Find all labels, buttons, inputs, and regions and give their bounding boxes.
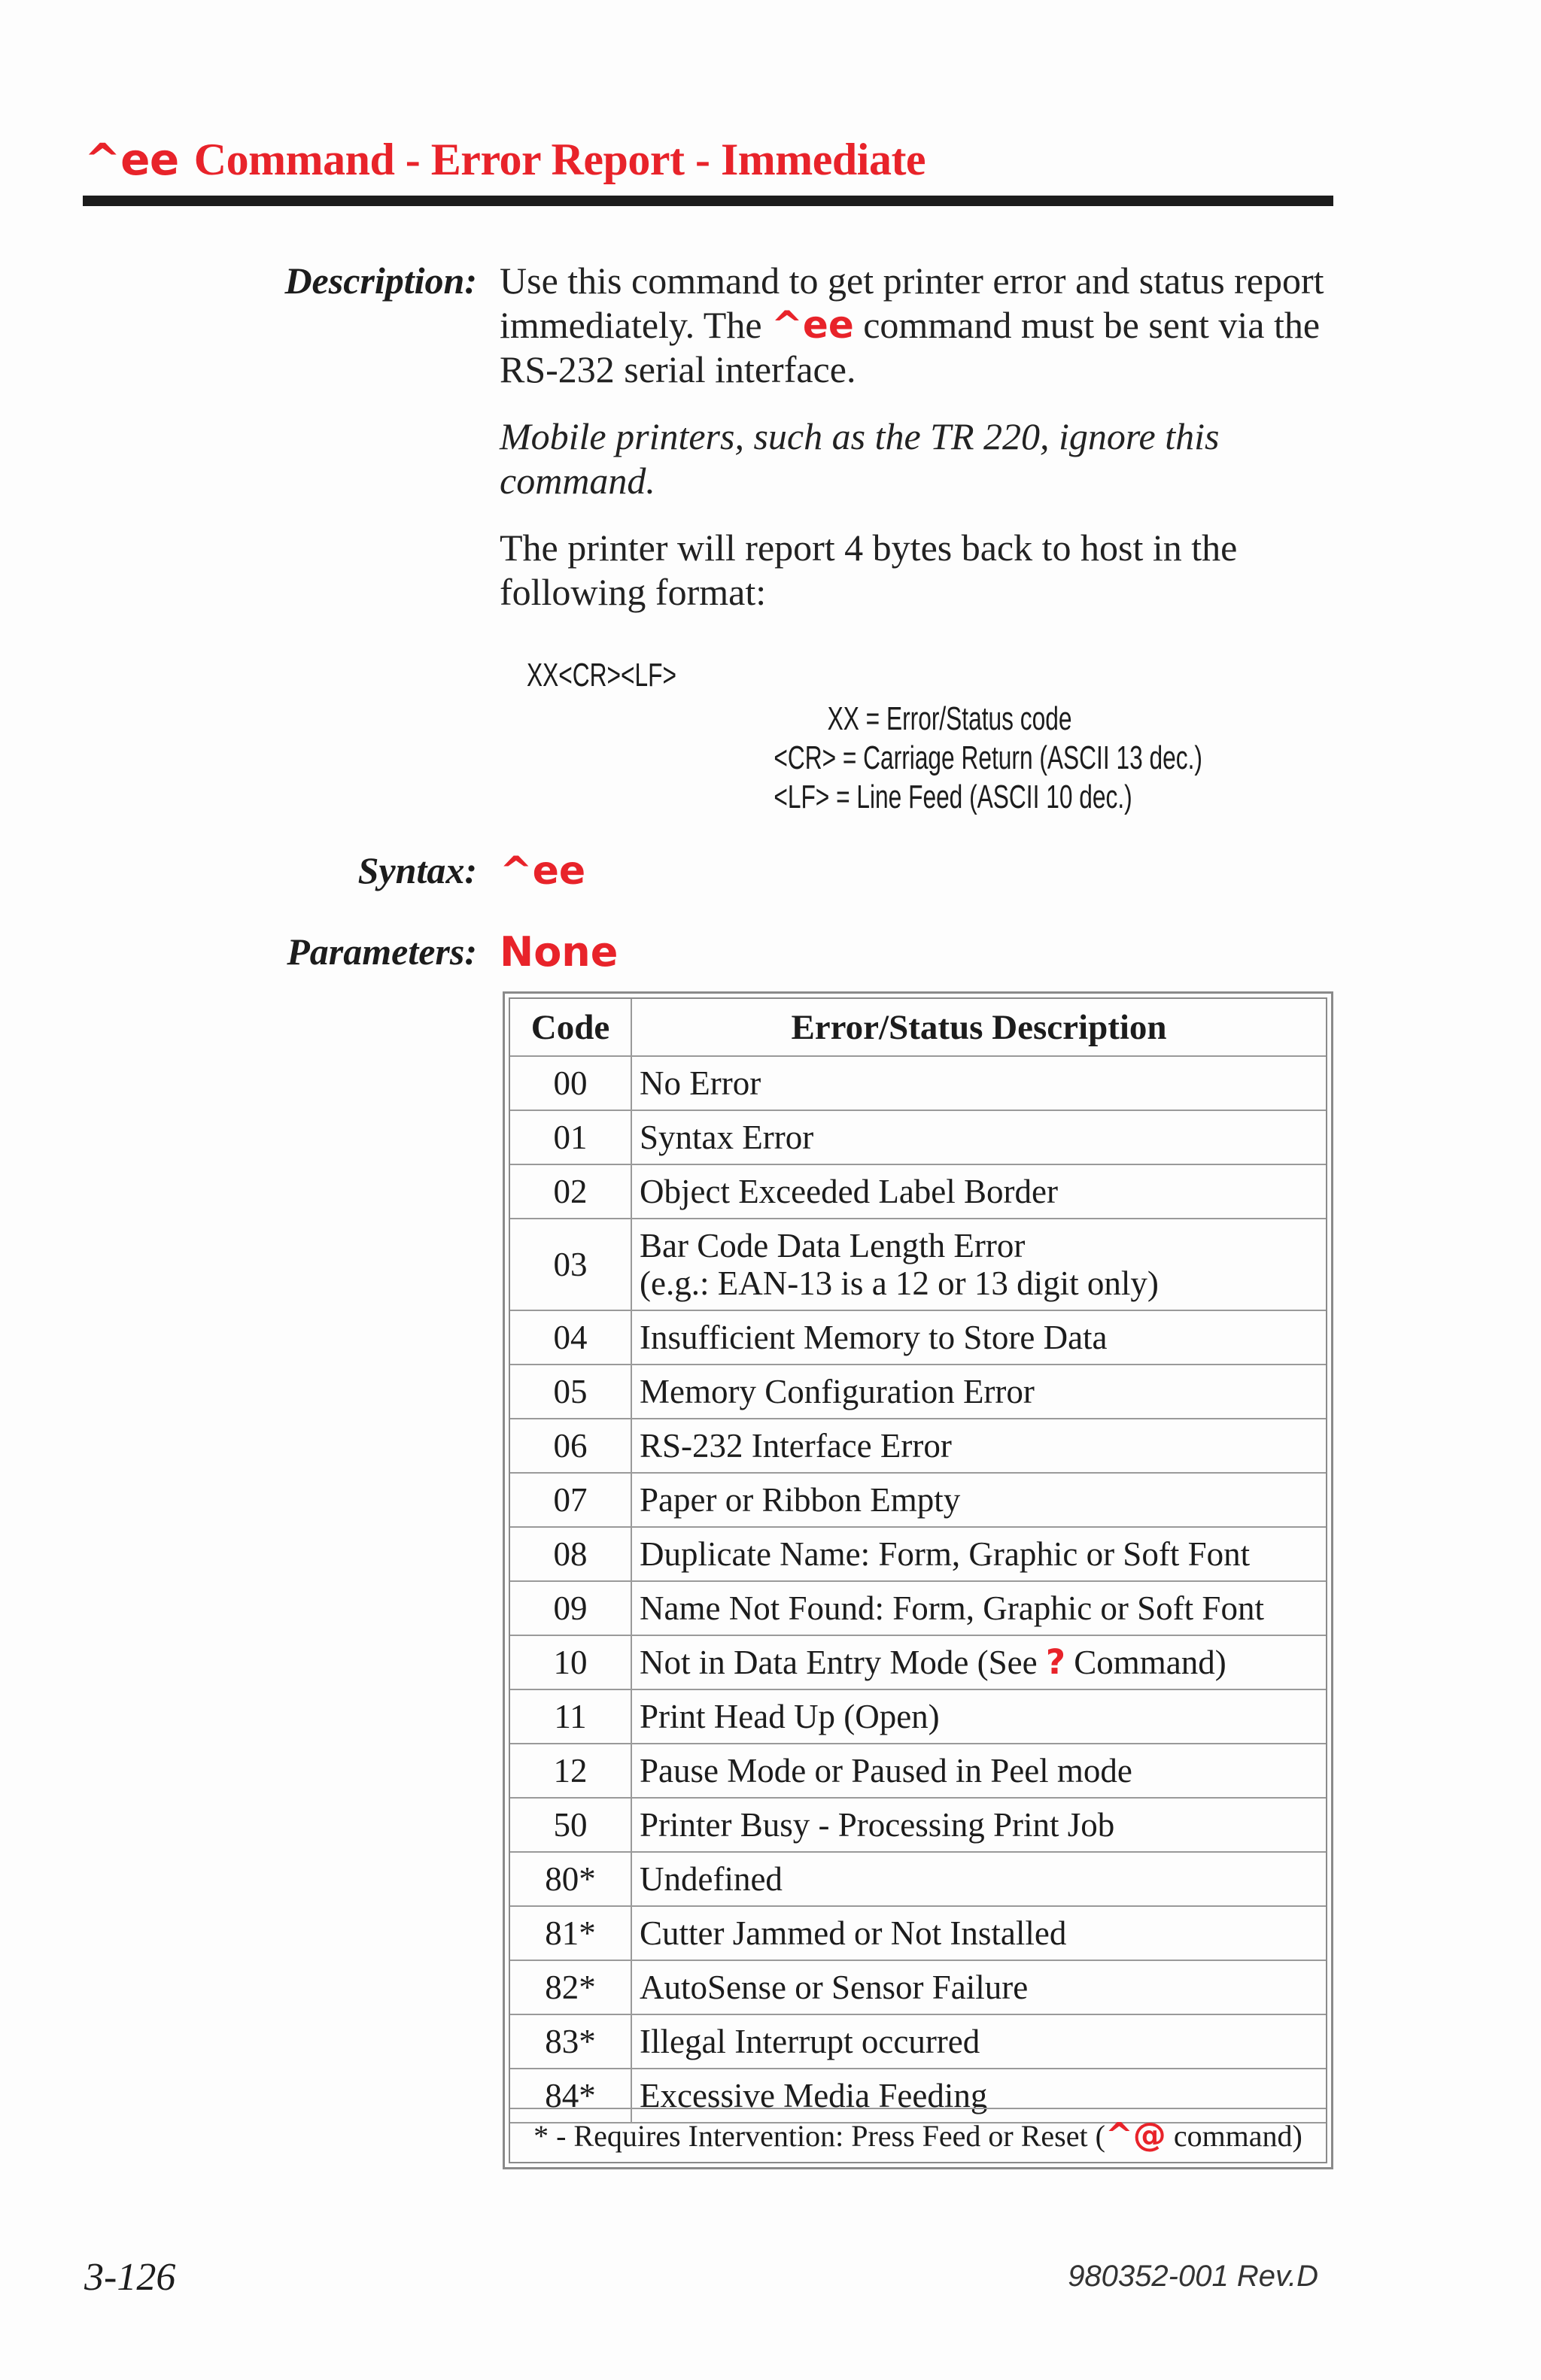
error-code-cell: 82*	[510, 1960, 631, 2014]
description-text: Cutter Jammed or Not Installed	[640, 1914, 1067, 1952]
error-code-cell: 50	[510, 1798, 631, 1852]
parameters-label: Parameters:	[287, 930, 477, 973]
error-description-cell	[631, 1219, 1326, 1310]
error-description-cell	[631, 1164, 1326, 1219]
description-text: Printer Busy - Processing Print Job	[640, 1806, 1115, 1844]
error-code-cell: 09	[510, 1581, 631, 1635]
error-table	[510, 999, 1326, 2123]
description-text: Syntax Error	[640, 1119, 814, 1156]
description-text: Name Not Found: Form, Graphic or Soft Font	[640, 1589, 1264, 1627]
error-description-cell	[631, 1365, 1326, 1419]
description-text: Paper or Ribbon Empty	[640, 1481, 961, 1519]
description-para-1	[500, 259, 1335, 392]
error-description-cell	[631, 1960, 1326, 2014]
description-text: Print Head Up (Open)	[640, 1698, 940, 1735]
description-text: Pause Mode or Paused in Peel mode	[640, 1752, 1132, 1790]
format-line: XX<CR><LF>	[527, 657, 676, 694]
title-text: Command - Error Report - Immediate	[193, 135, 926, 184]
error-code-cell: 84*	[510, 2069, 631, 2123]
error-description-cell	[631, 1744, 1326, 1798]
error-description-cell	[631, 1473, 1326, 1527]
code-column-header: Code	[510, 999, 631, 1056]
error-code-cell: 03	[510, 1219, 631, 1310]
format-legend-xx: XX = Error/Status code	[827, 700, 1072, 737]
description-text: Undefined	[640, 1860, 783, 1898]
table-row	[510, 1219, 1326, 1310]
description-label: Description:	[284, 260, 477, 302]
description-text: Insufficient Memory to Store Data	[640, 1319, 1108, 1356]
error-code-cell: 83*	[510, 2014, 631, 2069]
description-text: Illegal Interrupt occurred	[640, 2023, 980, 2060]
table-row	[510, 1419, 1326, 1473]
table-row	[510, 1365, 1326, 1419]
error-code-cell: 05	[510, 1365, 631, 1419]
table-row	[510, 1798, 1326, 1852]
table-row	[510, 1310, 1326, 1365]
description-text-b: command must be sent via the RS-232 serial interface.	[500, 304, 1321, 390]
description-body	[500, 259, 1335, 615]
table-body	[510, 1056, 1326, 2123]
error-description-cell	[631, 1056, 1326, 1110]
description-text-line2: (e.g.: EAN-13 is a 12 or 13 digit only)	[640, 1264, 1159, 1302]
description-text: No Error	[640, 1064, 761, 1102]
description-text: Memory Configuration Error	[640, 1373, 1035, 1410]
error-code-cell: 80*	[510, 1852, 631, 1906]
description-text: Object Exceeded Label Border	[640, 1173, 1058, 1210]
description-text-tail: Command)	[1065, 1644, 1226, 1681]
description-text: AutoSense or Sensor Failure	[640, 1969, 1029, 2006]
error-code-cell: 11	[510, 1689, 631, 1744]
footnote-text-b: command)	[1166, 2119, 1302, 2153]
syntax-label: Syntax:	[357, 849, 477, 891]
description-text: Bar Code Data Length Error	[640, 1227, 1026, 1264]
page-title	[84, 134, 926, 186]
format-legend-lf: <LF> = Line Feed (ASCII 10 dec.)	[774, 779, 1132, 815]
error-description-cell	[631, 1852, 1326, 1906]
description-text: Not in Data Entry Mode (See	[640, 1644, 1046, 1681]
description-text: Excessive Media Feeding	[640, 2077, 988, 2114]
table-row	[510, 1635, 1326, 1689]
table-row	[510, 1164, 1326, 1219]
table-row	[510, 1110, 1326, 1164]
description-text: RS-232 Interface Error	[640, 1427, 952, 1465]
table-row	[510, 1744, 1326, 1798]
footnote-command: ^@	[1105, 2116, 1166, 2154]
table-footnote	[510, 2108, 1326, 2162]
error-code-cell: 12	[510, 1744, 631, 1798]
error-description-cell	[631, 1798, 1326, 1852]
table-row	[510, 1527, 1326, 1581]
error-description-cell	[631, 1689, 1326, 1744]
description-para-3: The printer will report 4 bytes back to host in the following format:	[500, 527, 1238, 613]
format-legend-cr: <CR> = Carriage Return (ASCII 13 dec.)	[774, 739, 1202, 776]
format-block	[527, 656, 1202, 821]
table-row	[510, 2014, 1326, 2069]
error-description-cell	[631, 1527, 1326, 1581]
description-para-2: Mobile printers, such as the TR 220, ignore this command.	[500, 415, 1220, 502]
error-description-cell	[631, 1635, 1326, 1689]
error-code-table	[503, 991, 1333, 2169]
table-row	[510, 1473, 1326, 1527]
command-name: ^ee	[84, 134, 179, 185]
error-code-cell: 06	[510, 1419, 631, 1473]
syntax-value: ^ee	[500, 848, 586, 894]
error-description-cell	[631, 1110, 1326, 1164]
table-row	[510, 1056, 1326, 1110]
error-description-cell	[631, 1581, 1326, 1635]
table-row	[510, 1852, 1326, 1906]
table-row	[510, 1689, 1326, 1744]
footnote-text-a: * - Requires Intervention: Press Feed or Reset (	[533, 2119, 1105, 2153]
error-description-cell	[631, 1906, 1326, 1960]
error-description-cell	[631, 1419, 1326, 1473]
error-code-cell: 08	[510, 1527, 631, 1581]
document-id: 980352-001 Rev.D	[1068, 2260, 1318, 2293]
table-header-row	[510, 999, 1326, 1056]
description-text-a: Use this command to get printer error and status report immediately. The	[500, 260, 1324, 346]
error-code-cell: 02	[510, 1164, 631, 1219]
inline-command: ?	[1045, 1642, 1065, 1682]
title-rule	[83, 196, 1333, 206]
description-column-header: Error/Status Description	[631, 999, 1326, 1056]
error-code-cell: 07	[510, 1473, 631, 1527]
error-code-cell: 81*	[510, 1906, 631, 1960]
description-text: Duplicate Name: Form, Graphic or Soft Font	[640, 1535, 1251, 1573]
parameters-value: None	[500, 928, 619, 976]
table-row	[510, 1906, 1326, 1960]
error-code-cell: 00	[510, 1056, 631, 1110]
error-code-cell: 10	[510, 1635, 631, 1689]
error-code-cell: 01	[510, 1110, 631, 1164]
inline-command: ^ee	[771, 303, 854, 347]
table-row	[510, 1581, 1326, 1635]
table-inner	[509, 997, 1327, 2163]
error-description-cell	[631, 2014, 1326, 2069]
page-number: 3-126	[84, 2256, 176, 2299]
table-row	[510, 1960, 1326, 2014]
error-description-cell	[631, 1310, 1326, 1365]
error-code-cell: 04	[510, 1310, 631, 1365]
